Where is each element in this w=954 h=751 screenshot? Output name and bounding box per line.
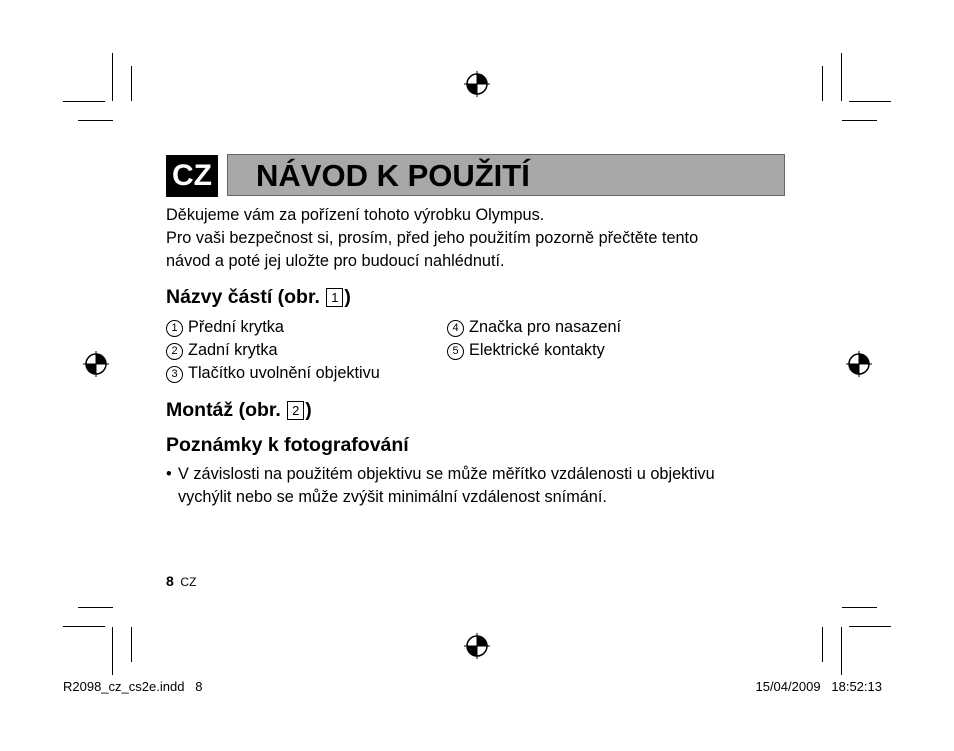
crop-mark-top-right-v1 [841,53,842,101]
language-badge: CZ [166,155,218,197]
crop-mark-top-left-v2 [131,66,132,101]
notes-bullet-line-1: • V závislosti na použitém objektivu se může měřítko vzdálenosti u objektivu [166,465,715,483]
crop-mark-top-right-v2 [822,66,823,101]
figure-number-box: 1 [326,288,343,307]
crop-mark-top-right-h2 [842,120,877,121]
part-item-4: 4 Značka pro nasazení [447,318,621,337]
bullet: • [166,465,172,483]
crop-mark-bottom-left-v1 [112,627,113,675]
item-number-circle: 3 [166,366,183,383]
part-item-2: 2 Zadní krytka [166,341,278,360]
crop-mark-bottom-left-h1 [78,607,113,608]
item-number-circle: 5 [447,343,464,360]
page-number: 8 [166,573,174,589]
crop-mark-bottom-right-v2 [822,627,823,662]
page-number-footer [166,573,196,589]
item-number-circle: 1 [166,320,183,337]
intro-line-3: návod a poté jej uložte pro budoucí nahlédnutí. [166,252,505,270]
crop-mark-top-right-h1 [849,101,891,102]
print-file-info: R2098_cz_cs2e.indd 8 [63,679,203,694]
notes-bullet-line-2: vychýlit nebo se může zvýšit minimální vzdálenost snímání. [178,488,607,506]
title-bar [227,154,785,196]
part-item-1: 1 Přední krytka [166,318,284,337]
registration-mark-icon [846,351,872,377]
crop-mark-top-left-v1 [112,53,113,101]
crop-mark-bottom-left-h2 [63,626,105,627]
registration-mark-icon [83,351,109,377]
crop-mark-bottom-left-v2 [131,627,132,662]
part-item-5: 5 Elektrické kontakty [447,341,605,360]
page-title: NÁVOD K POUŽITÍ [256,158,530,193]
part-item-3: 3 Tlačítko uvolnění objektivu [166,364,380,383]
mount-heading: Montáž (obr. 2 ) [166,399,312,421]
crop-mark-bottom-right-h1 [842,607,877,608]
page-language: CZ [180,575,197,589]
crop-mark-top-left-h2 [78,120,113,121]
intro-paragraph [166,204,698,273]
parts-heading: Názvy částí (obr. 1 ) [166,286,351,308]
figure-number-box: 2 [287,401,304,420]
crop-mark-top-left-h1 [63,101,105,102]
crop-mark-bottom-right-h2 [849,626,891,627]
registration-mark-icon [464,633,490,659]
intro-line-2: Pro vaši bezpečnost si, prosím, před jeho použitím pozorně přečtěte tento [166,229,699,247]
registration-mark-icon [464,71,490,97]
print-date-time: 15/04/2009 18:52:13 [755,679,882,694]
item-number-circle: 2 [166,343,183,360]
intro-line-1: Děkujeme vám za pořízení tohoto výrobku Olympus. [166,206,545,224]
notes-heading: Poznámky k fotografování [166,434,409,456]
item-number-circle: 4 [447,320,464,337]
crop-mark-bottom-right-v1 [841,627,842,675]
